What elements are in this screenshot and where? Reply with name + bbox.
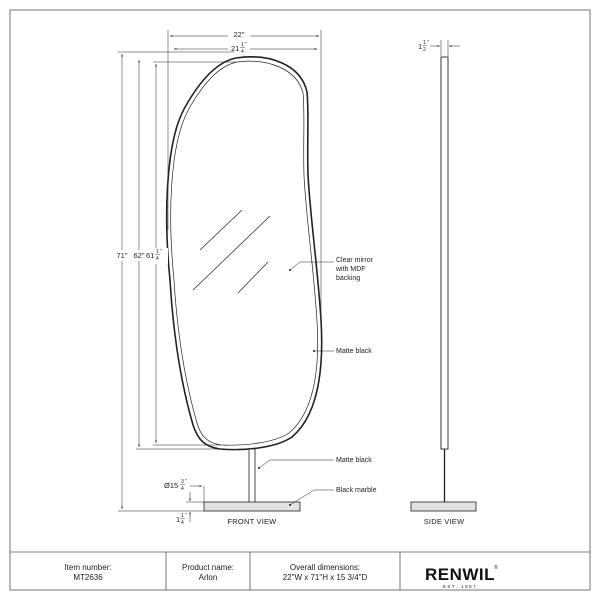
stand-callout-leader — [259, 460, 334, 468]
side-view — [411, 40, 476, 526]
registered-mark: ® — [494, 565, 498, 571]
reflection-line — [238, 262, 268, 293]
product-name-value: Arlon — [198, 573, 218, 582]
mirror-outer-height-label: 62" — [133, 251, 145, 260]
mirror-inner-height-label: 61 — [146, 251, 155, 260]
inch-mark: " — [160, 249, 162, 255]
mirror-glass — [171, 61, 318, 445]
mirror-width-frac-num: 1 — [241, 42, 244, 48]
product-name-label: Product name: — [181, 563, 235, 572]
side-view-label: SIDE VIEW — [423, 517, 465, 526]
inch-mark: " — [245, 42, 247, 48]
base-diameter-label: Ø15 — [164, 481, 179, 490]
glass-callout-line1: Clear mirror — [336, 257, 373, 264]
depth-frac-num: 1 — [423, 40, 426, 46]
base-thickness-label: 1 — [176, 515, 181, 524]
title-block — [10, 552, 590, 590]
reflection-line — [200, 210, 242, 250]
front-view — [113, 29, 377, 526]
overall-height-label: 71" — [116, 251, 128, 260]
base-callout: Black marble — [336, 487, 377, 494]
mirror-width-label: 21 — [231, 44, 240, 53]
inch-mark: " — [185, 479, 187, 485]
item-number-value: MT2636 — [73, 573, 103, 582]
stand-callout: Matte black — [336, 457, 372, 464]
item-number-label: Item number: — [64, 563, 112, 572]
mirror-inner-height-frac-den: 4 — [156, 256, 159, 262]
inch-mark: " — [427, 40, 429, 46]
inch-mark: " — [185, 513, 187, 519]
brand-established: EST. 1967 — [442, 584, 478, 589]
depth-frac-den: 2 — [423, 47, 426, 53]
stand-pole — [249, 449, 255, 504]
marble-base — [204, 502, 300, 511]
renwil-logo: RENWIL — [424, 565, 496, 584]
mirror-inner-height-frac-num: 1 — [156, 249, 159, 255]
side-mirror-profile — [441, 57, 448, 449]
reflection-line — [193, 216, 270, 290]
base-diameter-frac-den: 4 — [181, 486, 184, 492]
glass-callout-line2: with MDF — [336, 266, 366, 273]
overall-width-label: 22" — [233, 30, 245, 39]
base-thickness-frac-den: 4 — [181, 520, 184, 526]
mirror-width-frac-den: 4 — [241, 49, 244, 55]
side-marble-base — [411, 502, 476, 511]
front-view-label: FRONT VIEW — [227, 517, 277, 526]
mirror-frame — [167, 57, 322, 450]
overall-dimensions-value: 22"W x 71"H x 15 3/4"D — [282, 573, 368, 582]
depth-label: 1 — [418, 42, 423, 51]
base-thickness-frac-num: 1 — [181, 513, 184, 519]
glass-callout-line3: backing — [336, 275, 361, 282]
overall-dimensions-label: Overall dimensions: — [289, 563, 361, 572]
base-diameter-frac-num: 3 — [181, 479, 184, 485]
frame-callout: Matte black — [336, 348, 372, 355]
